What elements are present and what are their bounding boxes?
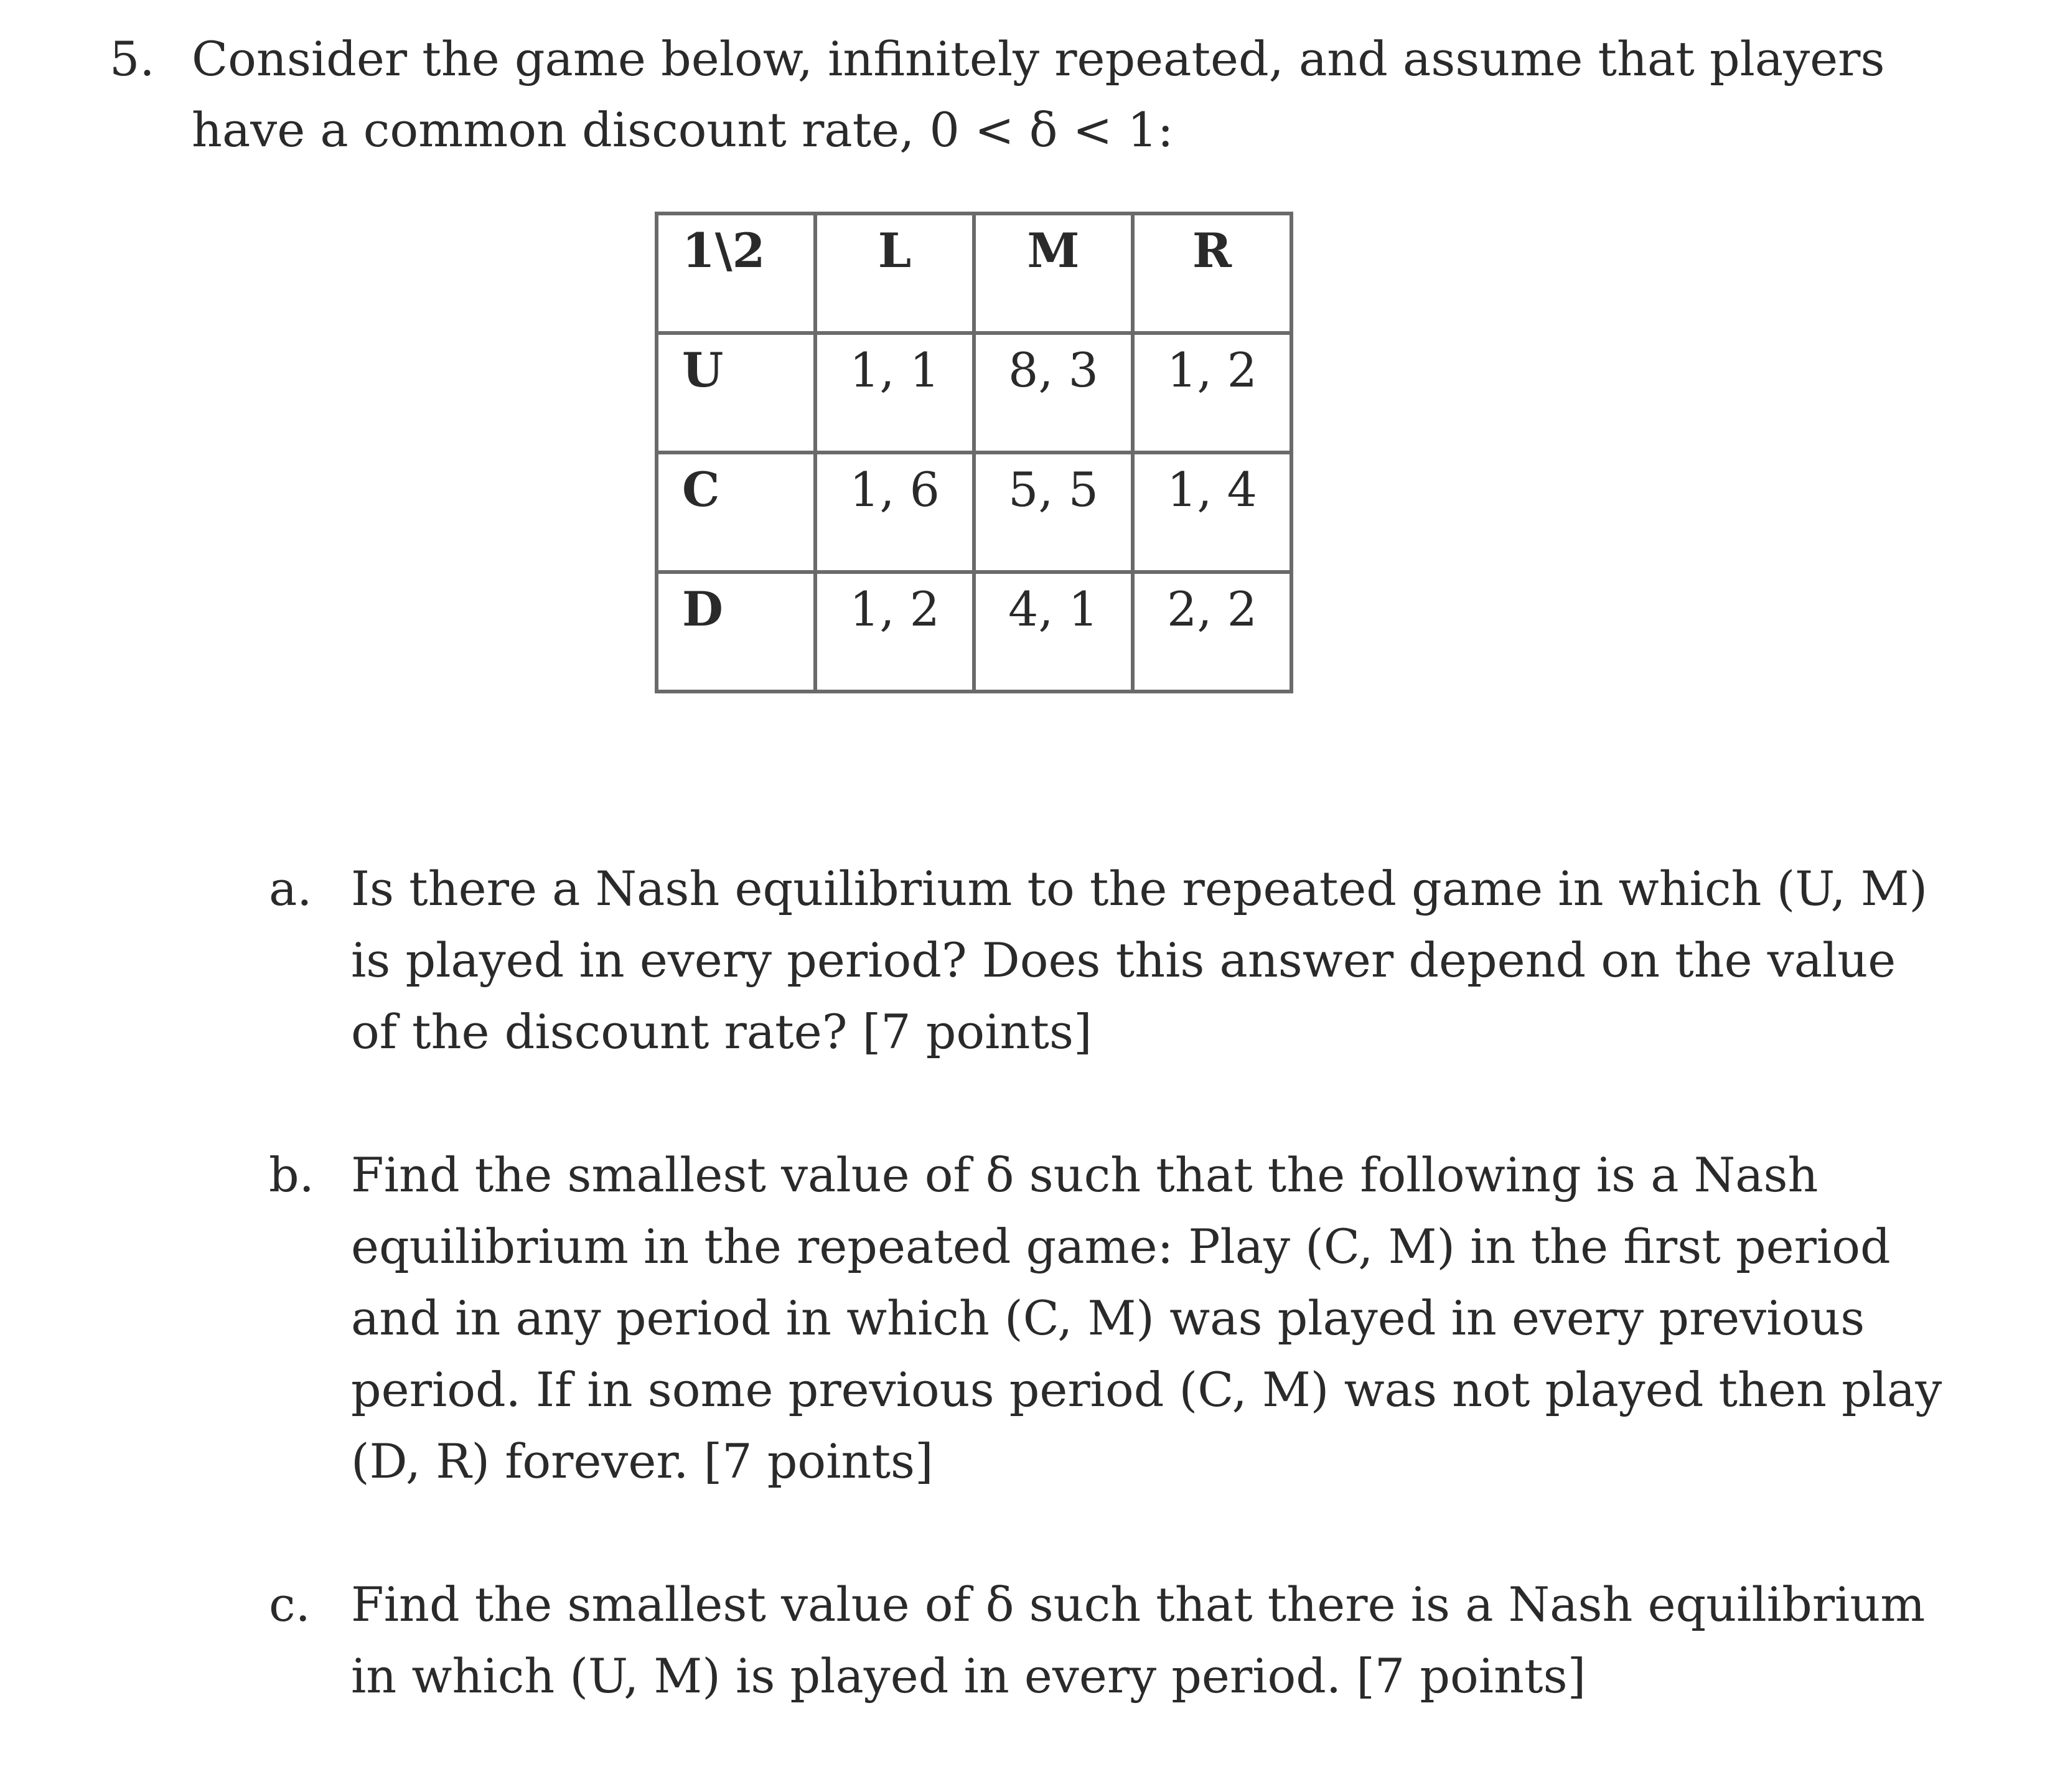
table-header-row [657, 213, 1291, 333]
part-c-letter: c. [269, 1577, 311, 1632]
payoff-cell-u-r: 1, 2 [1133, 333, 1291, 453]
table-row-d [657, 572, 1291, 692]
part-c [269, 1569, 1949, 1712]
table-row-c [657, 453, 1291, 572]
part-b [269, 1139, 1949, 1497]
part-b-text: Find the smallest value of δ such that the following is a Nash equilibrium in the repeated game: Play (C, M) in the first period and in any period in which (C, M) was played in every previous period. If in some previous period (C, M) was not played then play (D, R) forever. [7 points] [351, 1147, 1942, 1489]
column-header-r: R [1133, 213, 1291, 333]
row-label-d: D [657, 572, 815, 692]
question-text: Consider the game below, infinitely repeated, and assume that players have a common discount rate, 0 < δ < 1: [192, 31, 1885, 157]
payoff-cell-u-m: 8, 3 [974, 333, 1133, 453]
part-a [269, 853, 1949, 1067]
column-header-m: M [974, 213, 1133, 333]
part-a-text: Is there a Nash equilibrium to the repeated game in which (U, M) is played in every period? Does this answer depend on the value of the discount rate? [7 points] [351, 861, 1928, 1059]
table-corner-label: 1\2 [657, 213, 815, 333]
payoff-cell-c-l: 1, 6 [815, 453, 974, 572]
part-a-letter: a. [269, 861, 312, 916]
row-label-u: U [657, 333, 815, 453]
payoff-cell-c-r: 1, 4 [1133, 453, 1291, 572]
payoff-cell-d-l: 1, 2 [815, 572, 974, 692]
row-label-c: C [657, 453, 815, 572]
payoff-cell-u-l: 1, 1 [815, 333, 974, 453]
payoff-cell-c-m: 5, 5 [974, 453, 1133, 572]
question-5 [110, 24, 1964, 166]
payoff-matrix [655, 212, 1293, 693]
part-c-text: Find the smallest value of δ such that there is a Nash equilibrium in which (U, M) is played in every period. [7 points] [351, 1577, 1926, 1704]
part-b-letter: b. [269, 1147, 314, 1203]
payoff-cell-d-m: 4, 1 [974, 572, 1133, 692]
column-header-l: L [815, 213, 974, 333]
payoff-cell-d-r: 2, 2 [1133, 572, 1291, 692]
question-number: 5. [110, 31, 155, 87]
table-row-u [657, 333, 1291, 453]
